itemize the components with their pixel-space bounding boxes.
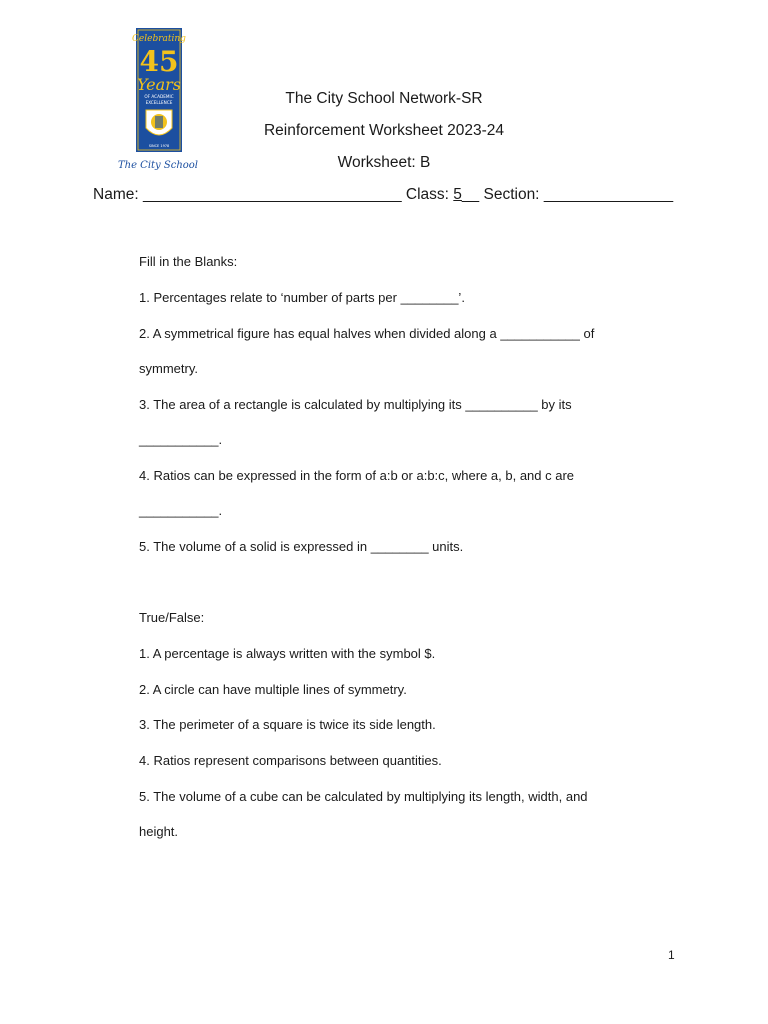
section-blank: _______________ [543, 186, 674, 203]
logo-top-text: Celebrating [132, 34, 186, 44]
fill-blank-line: 3. The area of a rectangle is calculated by multiplying its __________ by its [139, 397, 572, 412]
page-number: 1 [668, 948, 675, 962]
fill-blank-line: ___________. [139, 432, 223, 447]
fill-blank-line: ___________. [139, 503, 223, 518]
true-false-line: 2. A circle can have multiple lines of symmetry. [139, 682, 407, 697]
true-false-line: 1. A percentage is always written with the symbol $. [139, 646, 436, 661]
fill-blanks-heading: Fill in the Blanks: [139, 254, 238, 269]
logo-school-name: The City School [117, 160, 199, 171]
class-blank: __ [461, 186, 480, 203]
name-blank: ______________________________ [142, 186, 402, 203]
true-false-line: 4. Ratios represent comparisons between quantities. [139, 753, 442, 768]
true-false-line: 3. The perimeter of a square is twice its side length. [139, 717, 436, 732]
logo-since: SINCE 1978 [148, 144, 170, 148]
class-value: 5 [453, 186, 462, 203]
logo-number: 45 [139, 45, 179, 78]
fill-blank-line: 4. Ratios can be expressed in the form of a:b or a:b:c, where a, b, and c are [139, 468, 575, 483]
logo-years: Years [136, 75, 182, 94]
class-label: Class: [405, 186, 449, 203]
true-false-line: height. [139, 824, 179, 839]
logo-sub2: EXCELLENCE [145, 100, 173, 105]
true-false-line: 5. The volume of a cube can be calculated by multiplying its length, width, and [139, 789, 588, 804]
fill-blank-line: 5. The volume of a solid is expressed in ________ units. [139, 539, 464, 554]
worksheet-label: Worksheet: B [337, 154, 431, 171]
logo-sub1: OF ACADEMIC [144, 94, 174, 99]
fill-blank-line: 2. A symmetrical figure has equal halves when divided along a ___________ of [139, 326, 595, 341]
true-false-heading: True/False: [139, 610, 205, 625]
section-label: Section: [483, 186, 540, 203]
school-network-title: The City School Network-SR [285, 90, 483, 107]
name-label: Name: [93, 186, 139, 203]
worksheet-title: Reinforcement Worksheet 2023-24 [263, 122, 505, 139]
fill-blank-line: 1. Percentages relate to ‘number of parts per ________’. [139, 290, 465, 305]
fill-blank-line: symmetry. [139, 361, 198, 376]
student-info-row [93, 186, 673, 204]
